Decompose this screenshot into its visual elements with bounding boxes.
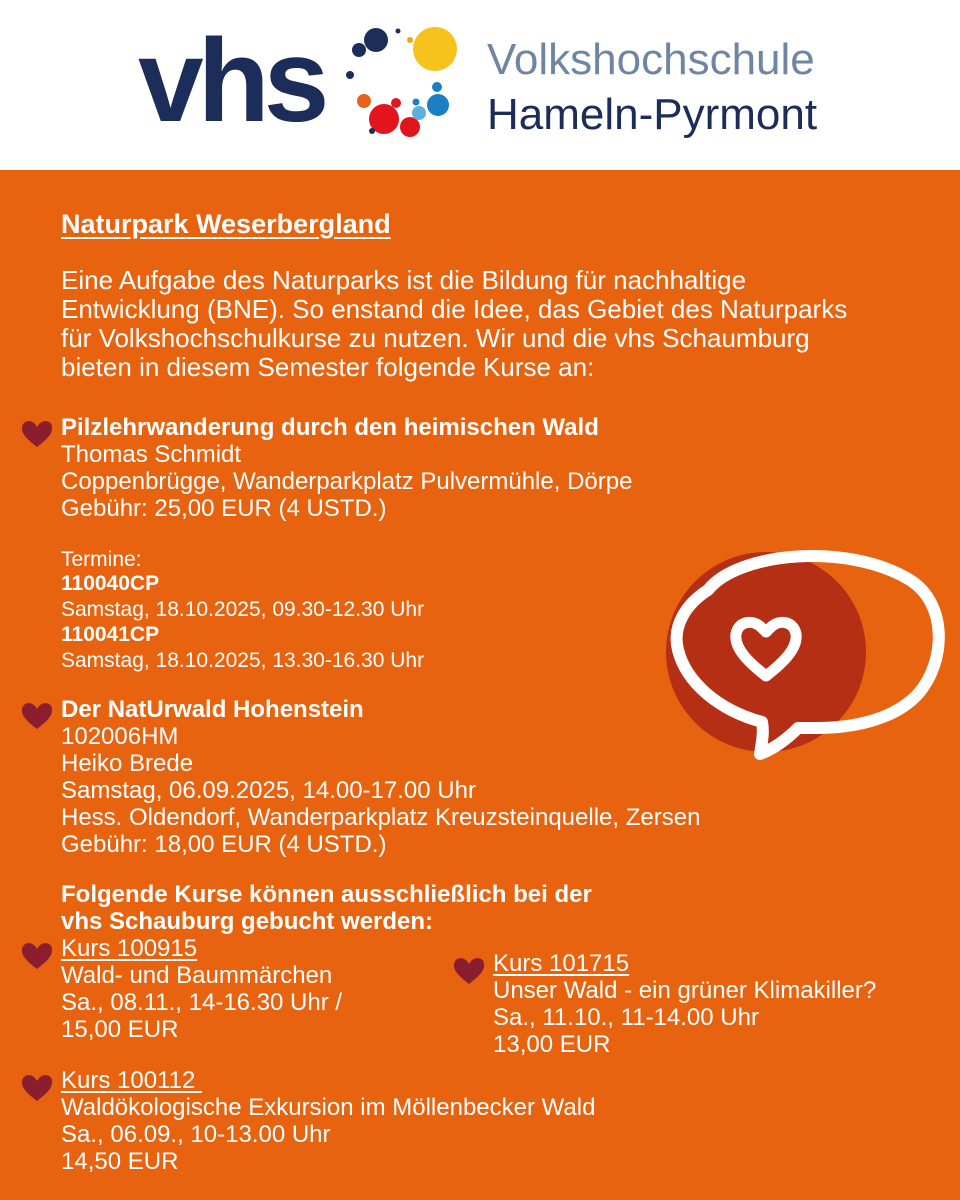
header xyxy=(0,0,960,170)
course-code: 110041CP xyxy=(61,623,160,646)
course-instructor: Thomas Schmidt xyxy=(61,441,242,468)
heart-bullet-icon xyxy=(20,418,54,448)
vhs-logo-dots-icon xyxy=(340,20,470,150)
intro-line: Entwicklung (BNE). So enstand die Idee, das Gebiet des Naturparks xyxy=(61,294,848,324)
course-instructor: Heiko Brede xyxy=(61,750,194,777)
course-label: Kurs 100915 xyxy=(61,935,198,962)
course-title: Der NatUrwald Hohenstein xyxy=(61,696,364,723)
course-date: Samstag, 18.10.2025, 13.30-16.30 Uhr xyxy=(61,649,425,672)
course-title: Waldökologische Exkursion im Möllenbecker Wald xyxy=(61,1094,596,1121)
course-fee: Gebühr: 18,00 EUR (4 USTD.) xyxy=(61,831,387,858)
intro-line: Eine Aufgabe des Naturparks ist die Bildung für nachhaltige xyxy=(61,265,747,295)
page-title: Naturpark Weserbergland xyxy=(61,209,391,239)
course-label: Kurs 100112 xyxy=(61,1067,202,1094)
heart-bullet-icon xyxy=(452,955,486,985)
course-date: Sa., 08.11., 14-16.30 Uhr / xyxy=(61,989,343,1016)
course-title: Unser Wald - ein grüner Klimakiller? xyxy=(493,977,877,1004)
course-code: 110040CP xyxy=(61,572,160,595)
intro-line: für Volkshochschulkurse zu nutzen. Wir und die vhs Schaumburg xyxy=(61,323,810,353)
org-name-line1: Volkshochschule xyxy=(487,35,815,84)
course-fee: 15,00 EUR xyxy=(61,1016,179,1043)
content xyxy=(0,170,960,1200)
course-label: Kurs 101715 xyxy=(493,950,630,977)
schaumburg-heading: vhs Schauburg gebucht werden: xyxy=(61,908,434,935)
heart-bullet-icon xyxy=(20,1072,54,1102)
course-date: Samstag, 18.10.2025, 09.30-12.30 Uhr xyxy=(61,598,425,621)
termine-label: Termine: xyxy=(61,548,142,571)
heart-bullet-icon xyxy=(20,940,54,970)
course-fee: 14,50 EUR xyxy=(61,1148,179,1175)
course-date: Sa., 06.09., 10-13.00 Uhr xyxy=(61,1121,331,1148)
org-name-line2: Hameln-Pyrmont xyxy=(487,90,818,139)
schaumburg-heading: Folgende Kurse können ausschließlich bei der xyxy=(61,881,592,908)
course-title: Wald- und Baummärchen xyxy=(61,962,333,989)
course-fee: 13,00 EUR xyxy=(493,1031,611,1058)
course-location: Coppenbrügge, Wanderparkplatz Pulvermühle, Dörpe xyxy=(61,468,633,495)
course-title: Pilzlehrwanderung durch den heimischen Wald xyxy=(61,414,599,441)
speech-bubble-heart-icon xyxy=(648,542,948,792)
intro-line: bieten in diesem Semester folgende Kurse an: xyxy=(61,352,595,382)
vhs-logo-text: vhs xyxy=(138,15,324,147)
course-fee: Gebühr: 25,00 EUR (4 USTD.) xyxy=(61,495,387,522)
course-code: 102006HM xyxy=(61,723,179,750)
course-location: Hess. Oldendorf, Wanderparkplatz Kreuzsteinquelle, Zersen xyxy=(61,804,701,831)
heart-bullet-icon xyxy=(20,700,54,730)
course-date: Samstag, 06.09.2025, 14.00-17.00 Uhr xyxy=(61,777,476,804)
course-date: Sa., 11.10., 11-14.00 Uhr xyxy=(493,1004,759,1031)
